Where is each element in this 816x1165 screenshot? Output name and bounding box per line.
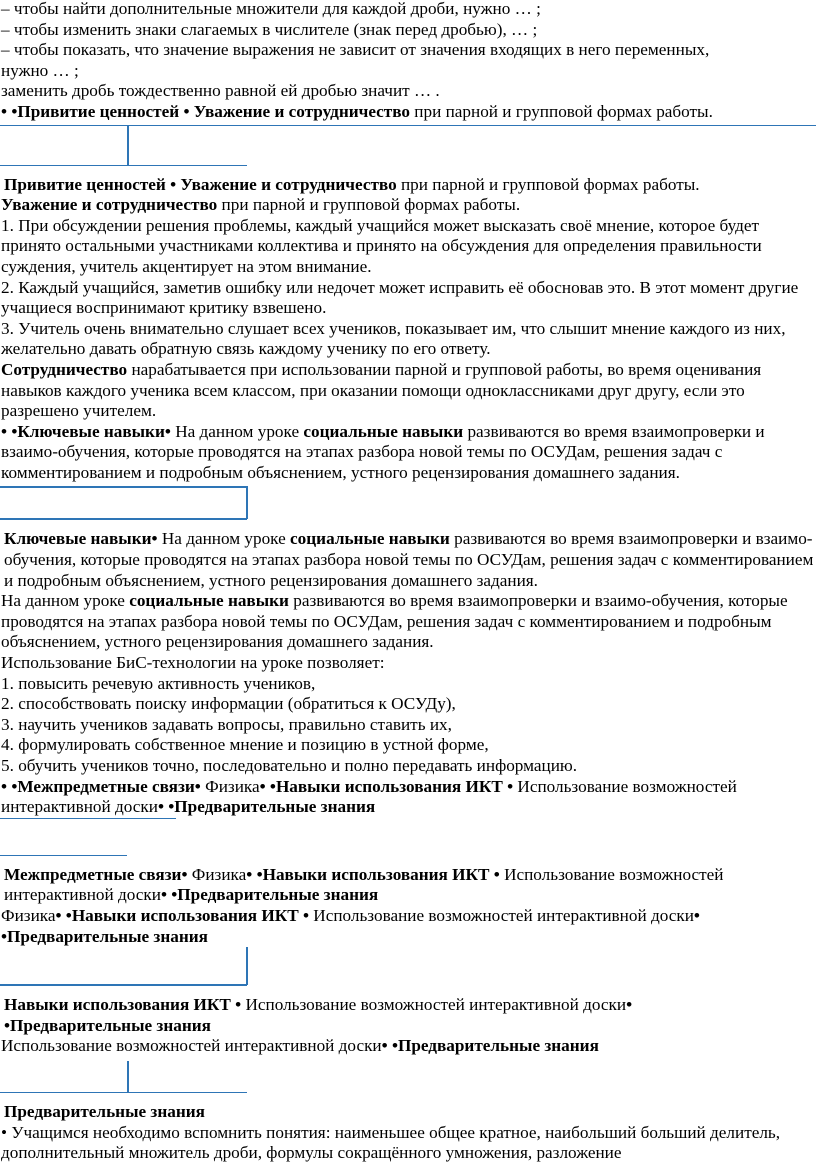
skills-heading-bold-2: социальные навыки (290, 529, 450, 549)
prior-heading (0, 1102, 816, 1123)
inter-heading-text-2: Использование возможностей интерактивной доски (4, 864, 724, 905)
frame-bottom-rule (0, 165, 247, 167)
physics-text-2: Использование возможностей интерактивной доски (308, 905, 694, 925)
respect-heading (0, 195, 816, 216)
values-summary-line (0, 102, 816, 123)
inter-summary-text-1: Физика (200, 776, 260, 796)
cooperation-bold: Сотрудничество (1, 359, 128, 379)
frame-top-rule (0, 125, 816, 127)
physics-bold-2: • •Предварительные знания (1, 905, 700, 946)
skills-paragraph (0, 591, 816, 653)
intro-dash-line-2: – чтобы изменить знаки слагаемых в числителе (знак перед дробью), … ; (1, 19, 538, 39)
bis-intro: Использование БиС-технологии на уроке позволяет: (1, 653, 385, 673)
skills-heading-text-2: развиваются во время взаимопроверки и взаимо-обучения, которые проводятся на этапах разбора новой темы по ОСУДам, решения задач с комментированием и подробным объяснением, устного рецензирования домашнего задания. (4, 529, 814, 590)
physics-paragraph (0, 906, 703, 947)
skills-summary-line (0, 422, 816, 484)
intro-dash-line-3-cont: нужно … ; (1, 60, 79, 80)
values-summary-text: при парной и групповой формах работы. (410, 101, 713, 121)
intro-dash-line-3: – чтобы показать, что значение выражения не зависит от значения входящих в него переменных, (1, 40, 710, 60)
respect-heading-bold: Уважение и сотрудничество (1, 195, 218, 215)
frame-vertical-rule (246, 486, 248, 519)
physics-text-1: Физика (1, 905, 56, 925)
skills-heading-bold-1: Ключевые навыки• (4, 529, 158, 549)
ict-paragraph-bold: • •Предварительные знания (381, 1036, 599, 1056)
bis-item-1: 1. повысить речевую активность учеников, (1, 673, 316, 693)
frame-bottom-rule (0, 855, 127, 857)
frame-connector-3 (0, 818, 816, 865)
ict-heading-text-1: Использование возможностей интерактивной доски (241, 995, 627, 1015)
prior-heading-bold: Предварительные знания (4, 1101, 205, 1121)
skills-summary-bold-2: социальные навыки (303, 421, 464, 441)
skills-paragraph-text-2: развиваются во время взаимопроверки и взаимо-обучения, которые проводятся на этапах разбора новой темы по ОСУДам, решения задач с комментированием и подробным объяснением, устного рецензирования домашнего задания. (1, 591, 788, 652)
frame-vertical-rule (127, 1061, 129, 1093)
values-heading-text: при парной и групповой формах работы. (396, 174, 700, 194)
cooperation-paragraph (0, 360, 816, 422)
skills-paragraph-text-1: На данном уроке (1, 591, 130, 611)
frame-bottom-rule (0, 1092, 247, 1094)
frame-vertical-rule (127, 126, 129, 166)
ict-heading-bold-1: Навыки использования ИКТ • (4, 995, 242, 1015)
ict-paragraph-text: Использование возможностей интерактивной доски (1, 1036, 382, 1056)
frame-top-rule (0, 818, 176, 820)
frame-connector-5 (0, 1057, 816, 1102)
inter-summary-text-2: Использование возможностей интерактивной доски (1, 776, 737, 817)
values-heading (0, 175, 816, 196)
inter-summary-bold-3: • •Предварительные знания (157, 797, 376, 817)
values-summary-bold: • •Привитие ценностей • Уважение и сотрудничество (1, 101, 410, 121)
skills-summary-text-2: развиваются во время взаимопроверки и взаимо-обучения, которые проводятся на этапах разбора новой темы по ОСУДам, решения задач с комментированием и подробным объяснением, устного рецензирования домашнего задания. (1, 421, 765, 482)
physics-bold-1: • •Навыки использования ИКТ • (55, 905, 309, 925)
cooperation-text: нарабатывается при использовании парной и групповой работы, во время оценивания навыков каждого ученика всем классом, при оказании помощи одноклассниками друг другу, если это разрешено учителем. (1, 359, 762, 421)
frame-connector-4 (0, 947, 816, 995)
frame-bottom-rule (0, 984, 247, 986)
intro-dash-line-1: – чтобы найти дополнительные множители для каждой дроби, нужно … ; (1, 0, 541, 18)
bis-item-5: 5. обучить учеников точно, последовательно и полно передавать информацию. (1, 756, 578, 775)
values-heading-bold: Привитие ценностей • Уважение и сотрудничество (4, 174, 397, 194)
respect-heading-text: при парной и групповой формах работы. (217, 195, 521, 215)
skills-summary-text-1: На данном уроке (170, 421, 304, 441)
bis-item-3: 3. научить учеников задавать вопросы, правильно ставить их, (1, 714, 452, 734)
bis-item-4: 4. формулировать собственное мнение и позицию в устной форме, (1, 735, 489, 755)
ict-heading-bold-2: • •Предварительные знания (4, 995, 633, 1035)
inter-summary-line (0, 777, 816, 818)
inter-heading-bold-2: • •Навыки использования ИКТ • (246, 864, 500, 884)
inter-heading-bold-3: • •Предварительные знания (160, 885, 379, 905)
frame-top-rule (0, 486, 247, 488)
skills-summary-bold-1: • •Ключевые навыки• (1, 421, 171, 441)
frame-connector-1 (0, 123, 816, 175)
inter-heading-text-1: Физика (187, 864, 247, 884)
bis-item-2: 2. способствовать поиску информации (обратиться к ОСУДу), (1, 694, 456, 714)
inter-summary-bold-1: • •Межпредметные связи• (1, 776, 201, 796)
values-item-2: 2. Каждый учащийся, заметив ошибку или недочет может исправить её обосновав это. В этот момент другие учащиеся воспринимают критику взвешено. (1, 277, 799, 318)
frame-bottom-rule (0, 518, 247, 520)
ict-heading (0, 995, 646, 1036)
frame-connector-2 (0, 483, 816, 529)
frame-vertical-rule (246, 947, 248, 985)
values-item-3: 3. Учитель очень внимательно слушает всех учеников, показывает им, что слышит мнение каждого из них, желательно давать обратную связь каждому ученику по его ответу. (1, 318, 786, 359)
inter-summary-bold-2: • •Навыки использования ИКТ • (259, 776, 514, 796)
values-item-1: 1. При обсуждении решения проблемы, каждый учащийся может высказать своё мнение, которое будет принято остальными участниками коллектива и принято на обсуждения для определения правильности суждения, учитель акцентирует на этом внимание. (1, 215, 762, 276)
ict-paragraph (0, 1036, 816, 1057)
intro-replace-line: заменить дробь тождественно равной ей дробью значит … . (1, 81, 440, 101)
inter-heading (0, 865, 816, 906)
skills-heading (0, 529, 816, 591)
skills-paragraph-bold: социальные навыки (129, 591, 289, 611)
prior-paragraph: • Учащимся необходимо вспомнить понятия: наименьшее общее кратное, наибольший больший делитель, дополнительный множитель дроби, формулы сокращённого умножения, разложение (1, 1122, 781, 1163)
skills-heading-text-1: На данном уроке (157, 529, 291, 549)
inter-heading-bold-1: Межпредметные связи• (4, 864, 188, 884)
